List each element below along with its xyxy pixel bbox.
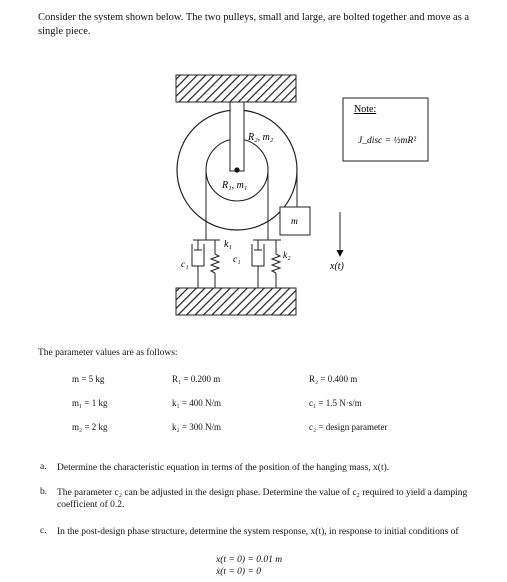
question-b-text: The parameter c₂ can be adjusted in the design phase. Determine the value of c₂ required to yield a damping coefficient of 0.2. xyxy=(57,488,468,510)
right-spring-damper xyxy=(252,240,281,288)
problem-intro: Consider the system shown below. The two pulleys, small and large, are bolted together and move as a single piece. xyxy=(38,12,470,37)
initial-condition-velocity: ẋ(t = 0) = 0 xyxy=(216,567,262,577)
pulley-hanger xyxy=(230,102,244,171)
label-large-pulley: R₂, m₂ xyxy=(248,132,274,143)
arrow-head xyxy=(337,250,344,257)
label-x: x(t) xyxy=(330,261,344,272)
param-c2: c₂ = design parameter xyxy=(309,422,388,432)
label-c1-mid: c₁ xyxy=(233,255,241,265)
label-k2: k₂ xyxy=(283,251,291,261)
param-r2: R₂ = 0.400 m xyxy=(309,374,358,384)
param-r1: R₁ = 0.200 m xyxy=(172,374,221,384)
label-c1-left: c₁ xyxy=(181,260,189,270)
note-formula: J_disc = ½mR² xyxy=(358,136,417,146)
label-small-pulley: R₁, m₁ xyxy=(222,180,248,191)
label-k1: k₁ xyxy=(224,239,232,250)
question-c-label: c. xyxy=(40,526,47,536)
label-mass: m xyxy=(291,217,298,227)
params-title: The parameter values are as follows: xyxy=(38,348,178,358)
ceiling-support xyxy=(176,75,296,102)
param-c1: c₁ = 1.5 N·s/m xyxy=(309,398,362,408)
question-a-label: a. xyxy=(40,462,47,472)
param-m1: m₁ = 1 kg xyxy=(72,398,108,408)
question-c-text: In the post-design phase structure, determine the system response, x(t), in response to initial conditions of xyxy=(57,527,459,537)
question-a-text: Determine the characteristic equation in terms of the position of the hanging mass, x(t). xyxy=(57,463,390,473)
note-title: Note: xyxy=(354,104,377,115)
left-spring-damper xyxy=(192,240,220,288)
param-m: m = 5 kg xyxy=(72,374,105,384)
param-k2: k₂ = 300 N/m xyxy=(172,422,221,432)
param-m2: m₂ = 2 kg xyxy=(72,422,108,432)
question-b-label: b. xyxy=(40,487,48,497)
floor-support xyxy=(176,288,296,315)
pulley-axle xyxy=(234,167,239,172)
initial-condition-position: x(t = 0) = 0.01 m xyxy=(216,555,283,565)
param-k1: k₁ = 400 N/m xyxy=(172,398,221,408)
